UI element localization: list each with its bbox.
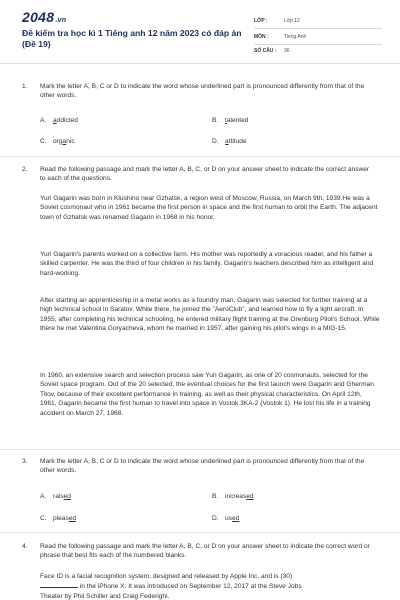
passage-line-with-blank: in the iPhone X. It was introduced on September 12, 2017 at the Steve Jobs [40, 581, 380, 591]
question-number: 3. [22, 458, 28, 465]
question-text: Read the following passage and mark the letter A, B, C, or D on your answer sheet to indicate the correct word or phrase that best fits each of the numbered blanks. [40, 543, 370, 560]
passage-line: Theater by Phil Schiller and Craig Federighi. [40, 592, 170, 600]
question-text: Mark the letter A, B, C or D to indicate the word whose underlined part is pronounced differently from that of the other words. [40, 83, 365, 100]
question-number: 2. [22, 166, 28, 173]
divider [0, 156, 400, 157]
question-number: 1. [22, 83, 28, 90]
document-header [0, 0, 400, 64]
divider [0, 532, 400, 533]
meta-subject [254, 31, 382, 45]
question-text: Read the following passage and mark the letter A, B, C, or D on your answer sheet to indicate the correct answer to each of the questions. [40, 166, 370, 183]
meta-class-value: Lớp 12 [284, 18, 300, 24]
passage-paragraph: Yuri Gagarin's parents worked on a collective farm. His mother was reportedly a voracious reader, and his father a skilled carpenter. He was the third of four children in his family. Gagarin's teachers described him as intelligent and hard-working. [40, 251, 374, 277]
option-c[interactable]: C. pleased [40, 515, 77, 522]
meta-class-key: LỚP : [254, 18, 268, 24]
option-a[interactable]: A. addicted [40, 117, 78, 124]
option-b[interactable]: B. increased [212, 493, 254, 500]
meta-count-key: SỐ CÂU : [254, 48, 277, 54]
site-logo[interactable]: 2048.vn [22, 9, 67, 25]
meta-count [254, 45, 382, 59]
option-c[interactable]: C. organic [40, 138, 75, 145]
meta-subject-key: MÔN : [254, 34, 269, 40]
document-title: Đề kiểm tra học kì 1 Tiếng anh 12 năm 2023 có đáp án (Đề 19) [22, 28, 242, 49]
answer-blank [40, 581, 78, 588]
question-text: Mark the letter A, B, C or D to indicate the word whose underlined part is pronounced differently from that of the other words. [40, 458, 365, 475]
option-a[interactable]: A. raised [40, 493, 71, 500]
divider [0, 449, 400, 450]
passage-paragraph [40, 572, 380, 600]
question-number: 4. [22, 543, 28, 550]
passage-paragraph: Yuri Gagarin was born in Klushino near Gzhatsk, a region west of Moscow, Russia, on March 9th, 1939.He was a Soviet cosmonaut who in 1961 became the first person in space and the first human to orbit the Earth. The adjacent town of Gzhatsk was renamed Gagarin in 1968 in his honor. [40, 195, 378, 221]
passage-paragraph: After starting an apprenticeship in a metal works as a foundry man, Gagarin was selected for further training at a high technical school in Saratov. While there, he joined the "AeroClub", and learned how to fly a light aircraft. In 1955, after completing his technical schooling, he entered military flight training at the Orenburg Pilot's School. While there he met Valentina Goryacheva, whom he married in 1957, after gaining his pilot's wings in a MIG-15. [40, 297, 380, 333]
passage-paragraph: In 1960, an extensive search and selection process saw Yuri Gagarin, as one of 20 cosmonauts, selected for the Soviet space program. Out of the 20 selected, the eventual choices for the first launch were Gagarin and Gherman Titov, because of their excellent performance in training, as well as their physical characteristics. On April 12th, 1961, Gagarin became the first human to travel into space in Vostok 3KA-2 (Vostok 1). He lost his life in a training accident on March 27, 1968. [40, 372, 374, 417]
meta-count-value: 36 [284, 48, 290, 54]
meta-subject-value: Tiếng Anh [284, 34, 307, 40]
option-d[interactable]: D. used [212, 515, 240, 522]
option-b[interactable]: B. talented [212, 117, 249, 124]
option-d[interactable]: D. attitude [212, 138, 247, 145]
meta-class [254, 15, 382, 29]
passage-line: Face ID is a facial recognition system, designed and released by Apple Inc. and is (30) [40, 573, 293, 580]
